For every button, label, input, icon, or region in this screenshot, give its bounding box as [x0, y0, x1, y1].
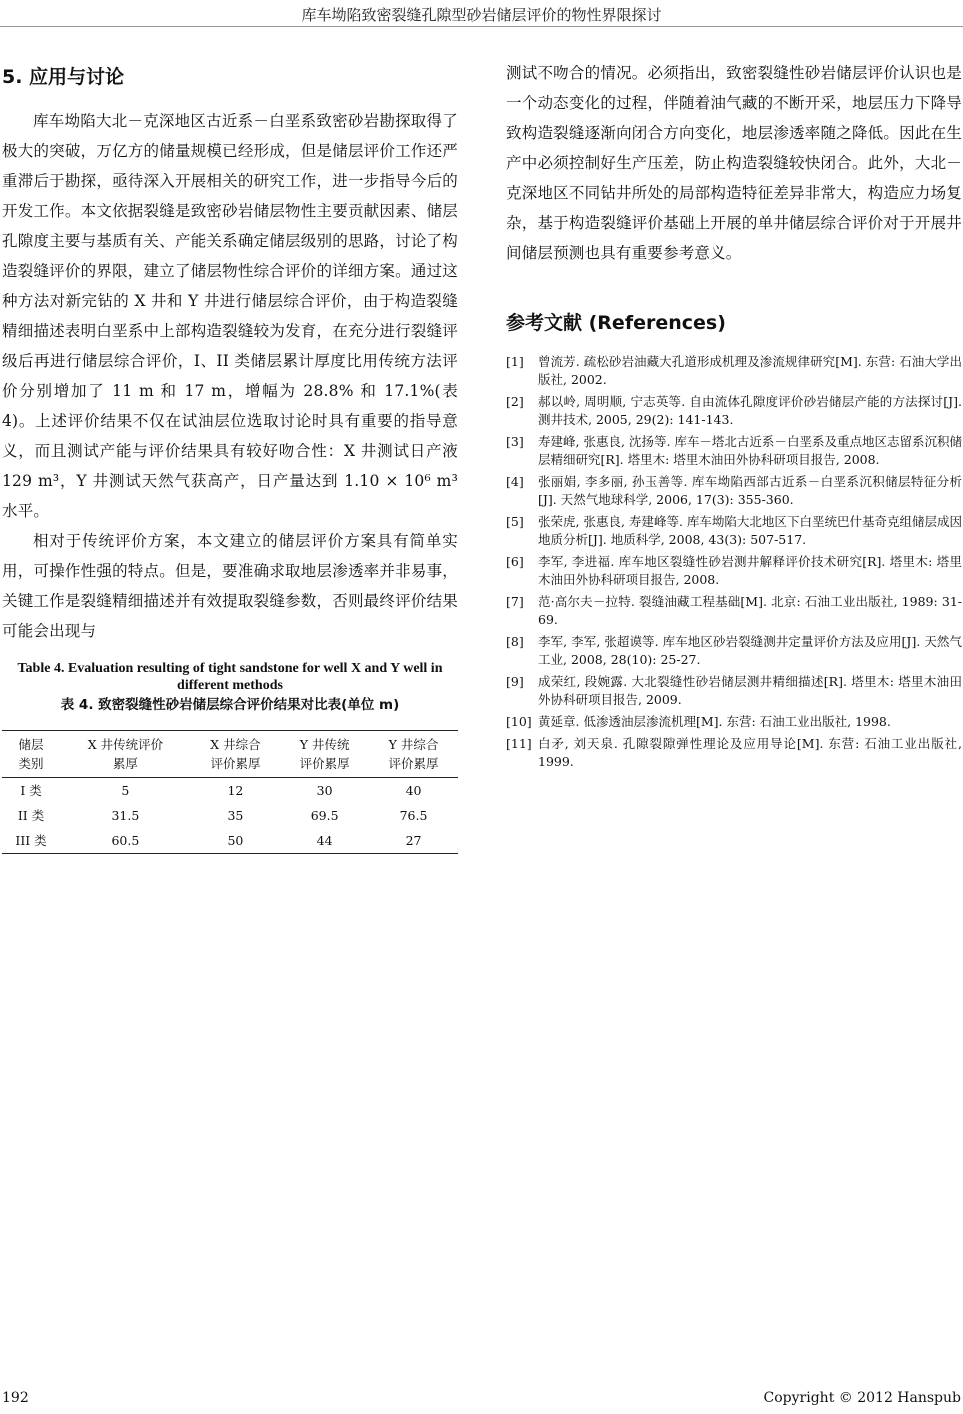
- table-cell: 12: [227, 783, 244, 798]
- table-row: [2, 803, 458, 828]
- table-header-cell: Y 井综合 评价累厚: [369, 731, 458, 778]
- reference-text: 范·高尔夫－拉特. 裂缝油藏工程基础[M]. 北京: 石油工业出版社, 1989: 31-69.: [538, 594, 962, 627]
- table-caption-en: Table 4. Evaluation resulting of tight sandstone for well X and Y well in different methods: [17, 661, 443, 693]
- reference-number: [5]: [506, 514, 524, 529]
- reference-item: [506, 433, 962, 469]
- table-row: [2, 828, 458, 854]
- reference-number: [9]: [506, 674, 524, 689]
- reference-item: [506, 553, 962, 589]
- reference-item: [506, 633, 962, 669]
- page-number: 192: [2, 1390, 29, 1406]
- reference-item: [506, 393, 962, 429]
- reference-number: [1]: [506, 354, 524, 369]
- reference-number: [6]: [506, 554, 524, 569]
- table-row: [2, 778, 458, 804]
- reference-item: [506, 713, 962, 731]
- body-paragraph-3: 测试不吻合的情况。必须指出，致密裂缝性砂岩储层评价认识也是一个动态变化的过程，伴随着油气藏的不断开采，地层压力下降导致构造裂缝逐渐向闭合方向变化，地层渗透率随之降低。因此在生产中必须控制好生产压差，防止构造裂缝较快闭合。此外，大北－克深地区不同钻井所处的局部构造特征差异非常大，构造应力场复杂，基于构造裂缝评价基础上开展的单井储层综合评价对于开展井间储层预测也具有重要参考意义。: [506, 64, 962, 262]
- reference-number: [10]: [506, 714, 532, 729]
- table-header-cell: 储层 类别: [2, 731, 60, 778]
- table-cell: 76.5: [399, 808, 428, 823]
- table-cell: 30: [316, 783, 333, 798]
- reference-number: [4]: [506, 474, 524, 489]
- running-header: 库车坳陷致密裂缝孔隙型砂岩储层评价的物性界限探讨: [301, 6, 662, 24]
- table-cell: 5: [121, 783, 130, 798]
- table-block: [2, 660, 458, 854]
- table-header-cell: X 井综合 评价累厚: [191, 731, 280, 778]
- table-cell: 31.5: [111, 808, 140, 823]
- reference-text: 曾流芳. 疏松砂岩油藏大孔道形成机理及渗流规律研究[M]. 东营: 石油大学出版社, 2002.: [538, 354, 962, 387]
- reference-number: [3]: [506, 434, 524, 449]
- reference-item: [506, 513, 962, 549]
- header-divider: [0, 26, 963, 27]
- reference-item: [506, 673, 962, 709]
- table-cell: 35: [227, 808, 244, 823]
- reference-text: 张荣虎, 张惠良, 寿建峰等. 库车坳陷大北地区下白垩统巴什基奇克组储层成因地质分析[J]. 地质科学, 2008, 43(3): 507-517.: [538, 514, 962, 547]
- table-header-cell: X 井传统评价 累厚: [60, 731, 191, 778]
- reference-item: [506, 735, 962, 771]
- reference-text: 黄延章. 低渗透油层渗流机理[M]. 东营: 石油工业出版社, 1998.: [538, 714, 891, 729]
- reference-item: [506, 353, 962, 389]
- reference-item: [506, 593, 962, 629]
- table-cell: 40: [405, 783, 422, 798]
- body-paragraph-1: 库车坳陷大北－克深地区古近系－白垩系致密砂岩勘探取得了极大的突破，万亿方的储量规模已经形成，但是储层评价工作还严重滞后于勘探，亟待深入开展相关的研究工作，进一步指导今后的开发工作。本文依据裂缝是致密砂岩储层物性主要贡献因素、储层孔隙度主要与基质有关、产能关系确定储层级别的思路，讨论了构造裂缝评价的界限，建立了储层物性综合评价的详细方案。通过这种方法对新完钻的 X 井和 Y 井进行储层综合评价，由于构造裂缝精细描述表明白垩系中上部构造裂缝较为发育，在充分进行裂缝评级后再进行储层综合评价，I、II 类储层累计厚度比用传统方法评价分别增加了 11 m 和 17 m，增幅为 28.8% 和 17.1%(表 4)。上述评价结果不仅在试油层位选取讨论时具有重要的指导意义，而且测试产能与评价结果具有较好吻合性：X 井测试日产液 129 m³，Y 井测试天然气获高产，日产量达到 1.10 × 10⁶ m³ 水平。: [2, 112, 458, 520]
- reference-item: [506, 473, 962, 509]
- references-list: [506, 353, 962, 771]
- table-caption-cn: 表 4. 致密裂缝性砂岩储层综合评价结果对比表(单位 m): [60, 697, 400, 713]
- reference-number: [2]: [506, 394, 524, 409]
- reference-number: [11]: [506, 736, 532, 751]
- table-cell: II 类: [17, 808, 45, 823]
- table-cell: I 类: [20, 783, 42, 798]
- data-table: [2, 730, 458, 854]
- reference-text: 张丽娟, 李多丽, 孙玉善等. 库车坳陷西部古近系－白垩系沉积储层特征分析[J]. 天然气地球科学, 2006, 17(3): 355-360.: [538, 474, 962, 507]
- table-cell: 27: [405, 833, 422, 848]
- reference-text: 李军, 李进福. 库车地区裂缝性砂岩测井解释评价技术研究[R]. 塔里木: 塔里木油田外协科研项目报告, 2008.: [538, 554, 962, 587]
- body-paragraph-2: 相对于传统评价方案，本文建立的储层评价方案具有简单实用，可操作性强的特点。但是，要准确求取地层渗透率并非易事，关键工作是裂缝精细描述并有效提取裂缝参数，否则最终评价结果可能会出现与: [2, 532, 458, 640]
- right-column: [506, 58, 962, 775]
- reference-text: 寿建峰, 张惠良, 沈扬等. 库车－塔北古近系－白垩系及重点地区志留系沉积储层精细研究[R]. 塔里木: 塔里木油田外协科研项目报告, 2008.: [538, 434, 962, 467]
- table-cell: 44: [316, 833, 333, 848]
- references-heading: 参考文献 (References): [506, 312, 726, 334]
- reference-text: 白矛, 刘天泉. 孔隙裂隙弹性理论及应用导论[M]. 东营: 石油工业出版社, 1999.: [538, 736, 962, 769]
- left-column: [2, 58, 458, 854]
- table-header-cell: Y 井传统 评价累厚: [280, 731, 369, 778]
- table-cell: III 类: [15, 833, 47, 848]
- reference-text: 郝以岭, 周明顺, 宁志英等. 自由流体孔隙度评价砂岩储层产能的方法探讨[J]. 测井技术, 2005, 29(2): 141-143.: [538, 394, 962, 427]
- reference-number: [8]: [506, 634, 524, 649]
- reference-text: 成荣红, 段婉露. 大北裂缝性砂岩储层测井精细描述[R]. 塔里木: 塔里木油田外协科研项目报告, 2009.: [538, 674, 962, 707]
- copyright: Copyright © 2012 Hanspub: [763, 1390, 961, 1406]
- table-cell: 60.5: [111, 833, 140, 848]
- table-header-row: [2, 731, 458, 778]
- table-cell: 69.5: [310, 808, 339, 823]
- reference-text: 李军, 李军, 张超谟等. 库车地区砂岩裂缝测井定量评价方法及应用[J]. 天然气工业, 2008, 28(10): 25-27.: [538, 634, 962, 667]
- table-cell: 50: [227, 833, 244, 848]
- reference-number: [7]: [506, 594, 524, 609]
- section-heading: 5. 应用与讨论: [2, 66, 125, 88]
